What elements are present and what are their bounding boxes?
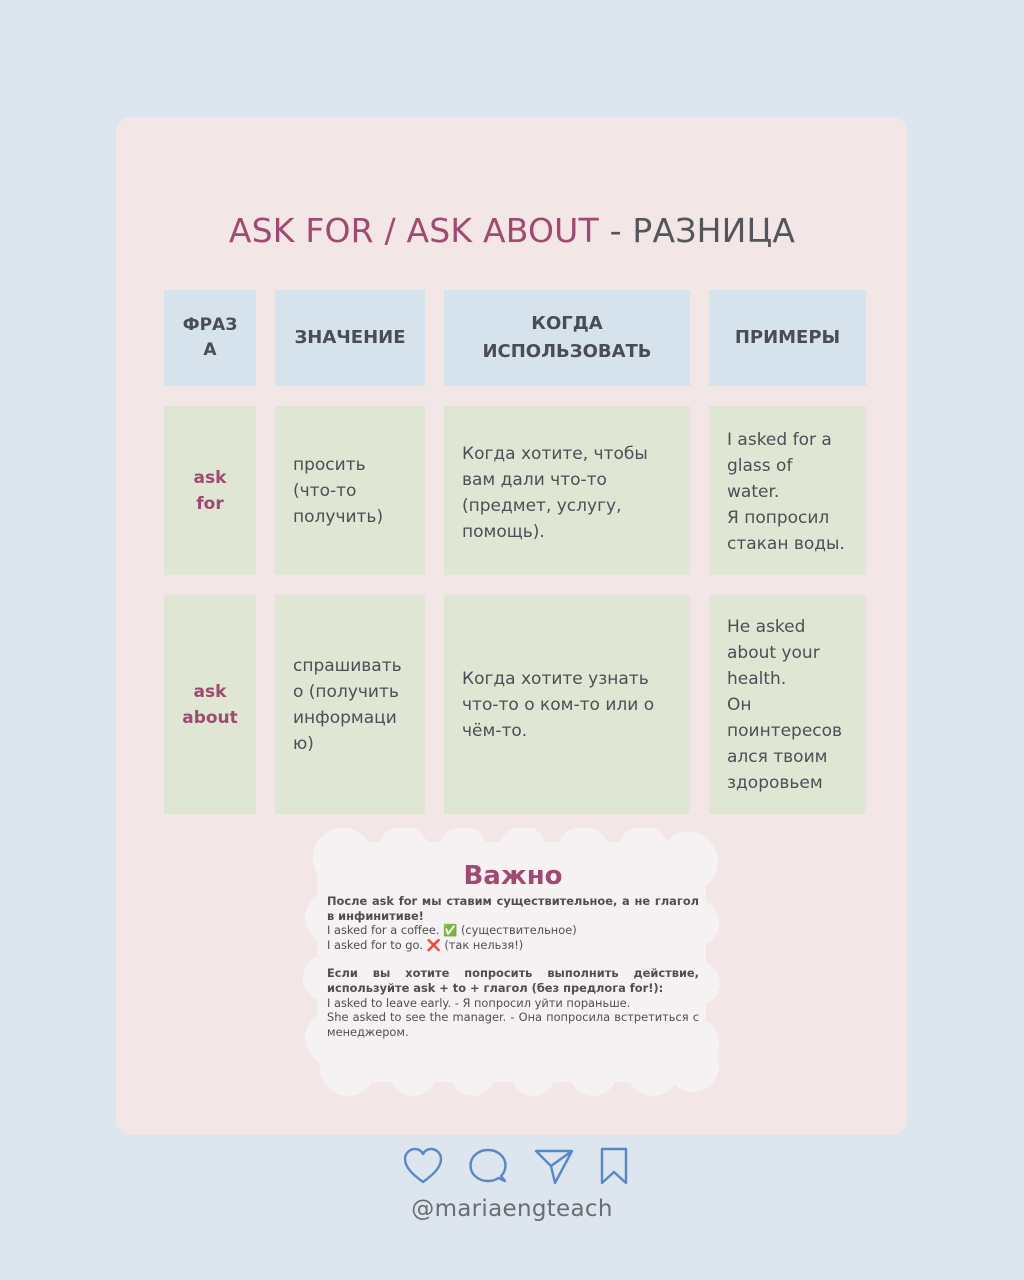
bookmark-icon[interactable] bbox=[598, 1146, 630, 1186]
header-meaning bbox=[275, 290, 425, 386]
row2-examples bbox=[709, 595, 866, 814]
author-handle[interactable]: @mariaengteach bbox=[411, 1196, 613, 1222]
send-icon[interactable] bbox=[533, 1146, 575, 1186]
note-title: Важно bbox=[463, 861, 563, 891]
row2-phrase-text: ask about bbox=[182, 681, 238, 728]
title-accent: ASK FOR / ASK ABOUT bbox=[228, 211, 599, 250]
note-example-3: I asked to leave early. - Я попросил уйти пораньше. bbox=[327, 995, 631, 1010]
important-note bbox=[303, 828, 720, 1096]
header-examples bbox=[709, 290, 866, 386]
row1-when bbox=[444, 406, 690, 575]
row2-examples-text: He asked about your health. Он поинтересов ался твоим здоровьем bbox=[727, 617, 843, 793]
page-title bbox=[0, 211, 1024, 250]
header-when bbox=[444, 290, 690, 386]
heart-icon[interactable] bbox=[402, 1146, 444, 1186]
header-phrase bbox=[164, 290, 256, 386]
header-when-label: КОГДА ИСПОЛЬЗОВАТЬ bbox=[482, 313, 652, 362]
row2-meaning-text: спрашивать о (получить информаци ю) bbox=[293, 655, 402, 754]
row1-phrase bbox=[164, 406, 256, 575]
row2-when-text: Когда хотите узнать что-то о ком-то или о чём-то. bbox=[462, 668, 655, 741]
note-content bbox=[327, 860, 699, 1039]
note-example-2: I asked for to go. ❌ (так нельзя!) bbox=[327, 937, 524, 952]
action-bar bbox=[400, 1146, 640, 1186]
row1-meaning bbox=[275, 406, 425, 575]
row1-examples bbox=[709, 406, 866, 575]
header-meaning-label: ЗНАЧЕНИЕ bbox=[294, 327, 406, 348]
row1-meaning-text: просить (что-то получить) bbox=[293, 454, 384, 527]
row2-meaning bbox=[275, 595, 425, 814]
comment-icon[interactable] bbox=[468, 1146, 508, 1186]
header-examples-label: ПРИМЕРЫ bbox=[734, 327, 841, 348]
title-rest: - РАЗНИЦА bbox=[598, 211, 796, 250]
note-example-1: I asked for a coffee. ✅ (существительное) bbox=[327, 923, 577, 938]
row1-examples-text: I asked for a glass of water. Я попросил стакан воды. bbox=[727, 430, 845, 554]
header-phrase-label: ФРАЗ А bbox=[182, 315, 238, 360]
note-rule-1: После ask for мы ставим существительное, а не глагол в инфинитиве! bbox=[327, 894, 699, 923]
row1-when-text: Когда хотите, чтобы вам дали что-то (предмет, услугу, помощь). bbox=[462, 444, 648, 542]
note-rule-2: Если вы хотите попросить выполнить действие, используйте ask + to + глагол (без предлога for!): bbox=[327, 966, 699, 995]
row2-when bbox=[444, 595, 690, 814]
row1-phrase-text: ask for bbox=[193, 467, 227, 514]
row2-phrase bbox=[164, 595, 256, 814]
note-example-4: She asked to see the manager. - Она попросила встретиться с менеджером. bbox=[327, 1010, 699, 1039]
